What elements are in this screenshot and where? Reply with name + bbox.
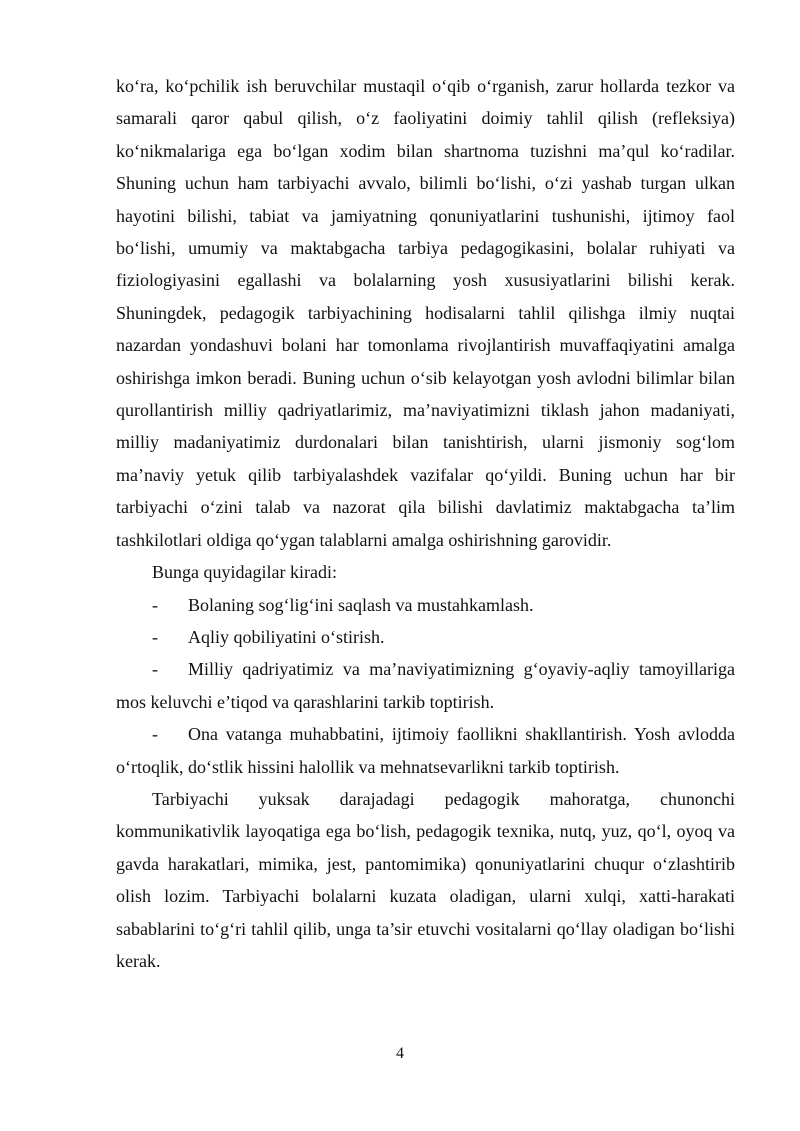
document-page	[116, 70, 735, 977]
list-dash: -	[152, 626, 158, 647]
paragraph-conclusion: Tarbiyachi yuksak darajadagi pedagogik mahoratga, chunonchi kommunikativlik layoqatiga ega bo‘lish, pedagogik texnika, nutq, yuz, qo‘l, oyoq va gavda harakatlari, mimika, jest, pantomimika) qonuniyatlarini chuqur o‘zlashtirib olish lozim. Tarbiyachi bolalarni kuzata oladigan, ularni xulqi, xatti-harakati sabablarini to‘g‘ri tahlil qilib, unga ta’sir etuvchi vositalarni qo‘llay oladigan bo‘lishi kerak.	[116, 788, 735, 971]
list-dash: -	[152, 659, 158, 680]
list-item-text: Aqliy qobiliyatini o‘stirish.	[188, 626, 385, 647]
list-dash: -	[152, 594, 158, 615]
page-number: 4	[396, 1045, 404, 1062]
paragraph-list-intro: Bunga quyidagilar kiradi:	[152, 562, 337, 583]
list-item-text: Ona vatanga muhabbatini, ijtimoiy faollikni shakllantirish. Yosh avlodda o‘rtoqlik, do‘stlik hissini halollik va mehnatsevarlikni tarkib toptirish.	[116, 724, 735, 777]
list-item	[116, 621, 735, 653]
list-item-text: Bolaning sog‘lig‘ini saqlash va mustahkamlash.	[188, 594, 534, 615]
list-item	[116, 653, 735, 718]
list-dash: -	[152, 724, 158, 745]
paragraph-intro: ko‘ra, ko‘pchilik ish beruvchilar mustaqil o‘qib o‘rganish, zarur hollarda tezkor va samarali qaror qabul qilish, o‘z faoliyatini doimiy tahlil qilish (refleksiya) ko‘nikmalariga ega bo‘lgan xodim bilan shartnoma tuzishni ma’qul ko‘radilar. Shuning uchun ham tarbiyachi avvalo, bilimli bo‘lishi, o‘zi yashab turgan ulkan hayotini bilishi, tabiat va jamiyatning qonuniyatlarini tushunishi, ijtimoy faol bo‘lishi, umumiy va maktabgacha tarbiya pedagogikasini, bolalar ruhiyati va fiziologiyasini egallashi va bolalarning yosh xususiyatlarini bilishi kerak. Shuningdek, pedagogik tarbiyachining hodisalarni tahlil qilishga ilmiy nuqtai nazardan yondashuvi bolani har tomonlama rivojlantirish muvaffaqiyatini amalga oshirishga imkon beradi. Buning uchun o‘sib kelayotgan yosh avlodni bilimlar bilan qurollantirish milliy qadriyatlarimiz, ma’naviyatimizni tiklash jahon madaniyati, milliy madaniyatimiz durdonalari bilan tanishtirish, ularni jismoniy sog‘lom ma’naviy yetuk qilib tarbiyalashdek vazifalar qo‘yildi. Buning uchun har bir tarbiyachi o‘zini talab va nazorat qila bilishi davlatimiz maktabgacha ta’lim tashkilotlari oldiga qo‘ygan talablarni amalga oshirishning garovidir.	[116, 76, 735, 550]
list-item	[116, 718, 735, 783]
list-item-text: Milliy qadriyatimiz va ma’naviyatimizning g‘oyaviy-aqliy tamoyillariga mos keluvchi e’tiqod va qarashlarini tarkib toptirish.	[116, 659, 735, 712]
list-item	[116, 589, 735, 621]
